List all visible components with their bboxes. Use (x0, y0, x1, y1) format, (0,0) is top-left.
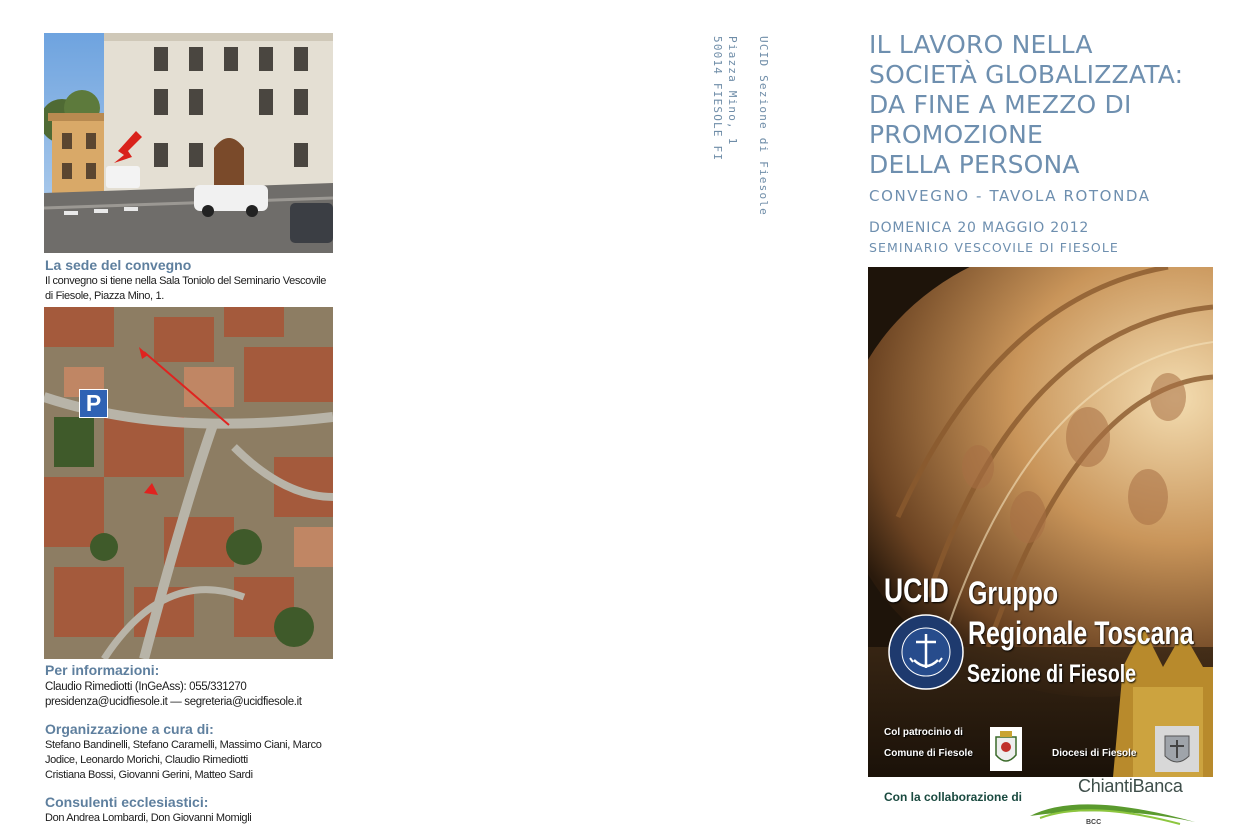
event-date: DOMENICA 20 MAGGIO 2012 (869, 220, 1090, 236)
ucid-seal-icon (886, 612, 966, 692)
comune-crest-icon (990, 727, 1022, 771)
collaboration-label: Con la collaborazione di (884, 790, 1023, 804)
sender-name: UCID Sezione di Fiesole (757, 36, 770, 216)
aerial-map-photo (44, 307, 333, 659)
sponsor-name: ChiantiBanca (1078, 776, 1183, 796)
organization-line-2: Jodice, Leonardo Morichi, Claudio Rimediotti (45, 754, 248, 766)
diocesi-label: Diocesi di Fiesole (1052, 748, 1137, 759)
organization-heading: Organizzazione a cura di: (45, 721, 214, 737)
event-venue: SEMINARIO VESCOVILE DI FIESOLE (869, 240, 1119, 255)
sponsor-swoosh-icon (1030, 794, 1200, 826)
patronage-label: Col patrocinio di (884, 727, 963, 738)
title-line-4: PROMOZIONE (869, 120, 1044, 149)
event-type: CONVEGNO - TAVOLA ROTONDA (869, 187, 1151, 205)
venue-heading: La sede del convegno (45, 257, 192, 273)
title-line-1: IL LAVORO NELLA (869, 30, 1093, 59)
title-line-3: DA FINE A MEZZO DI (869, 90, 1132, 119)
venue-line-1: Il convegno si tiene nella Sala Toniolo del Seminario Vescovile (45, 275, 327, 287)
comune-label: Comune di Fiesole (884, 748, 973, 759)
cover-image (868, 267, 1213, 777)
gruppo-line-2: Regionale Toscana (968, 615, 1194, 651)
sender-address-line-1: Piazza Mino, 1 (726, 36, 739, 146)
parking-sign: P (79, 389, 108, 418)
sponsor-bcc: BCC (1086, 819, 1102, 826)
venue-description (45, 274, 326, 304)
title-line-2: SOCIETÀ GLOBALIZZATA: (869, 60, 1184, 89)
gruppo-line-3: Sezione di Fiesole (967, 660, 1137, 688)
ucid-acronym: UCID (884, 572, 949, 610)
organization-line-1: Stefano Bandinelli, Stefano Caramelli, Massimo Ciani, Marco (45, 739, 322, 751)
event-title (869, 30, 1183, 180)
info-details (45, 680, 302, 710)
info-line-2: presidenza@ucidfiesole.it — segreteria@ucidfiesole.it (45, 696, 302, 708)
title-line-5: DELLA PERSONA (869, 150, 1080, 179)
organization-list (45, 738, 322, 783)
venue-line-2: di Fiesole, Piazza Mino, 1. (45, 290, 164, 302)
venue-street-photo (44, 33, 333, 253)
sender-address-line-2: 50014 FIESOLE FI (711, 36, 724, 162)
consultants-heading: Consulenti ecclesiastici: (45, 794, 209, 810)
info-line-1: Claudio Rimediotti (InGeAss): 055/331270 (45, 681, 247, 693)
gruppo-line-1: Gruppo (968, 575, 1059, 611)
sponsor-logo (1030, 776, 1200, 832)
diocesi-crest-icon (1155, 726, 1199, 772)
consultants-line: Don Andrea Lombardi, Don Giovanni Momigli (45, 812, 252, 824)
organization-line-3: Cristiana Bossi, Giovanni Gerini, Matteo Sardi (45, 769, 253, 781)
info-heading: Per informazioni: (45, 662, 160, 678)
